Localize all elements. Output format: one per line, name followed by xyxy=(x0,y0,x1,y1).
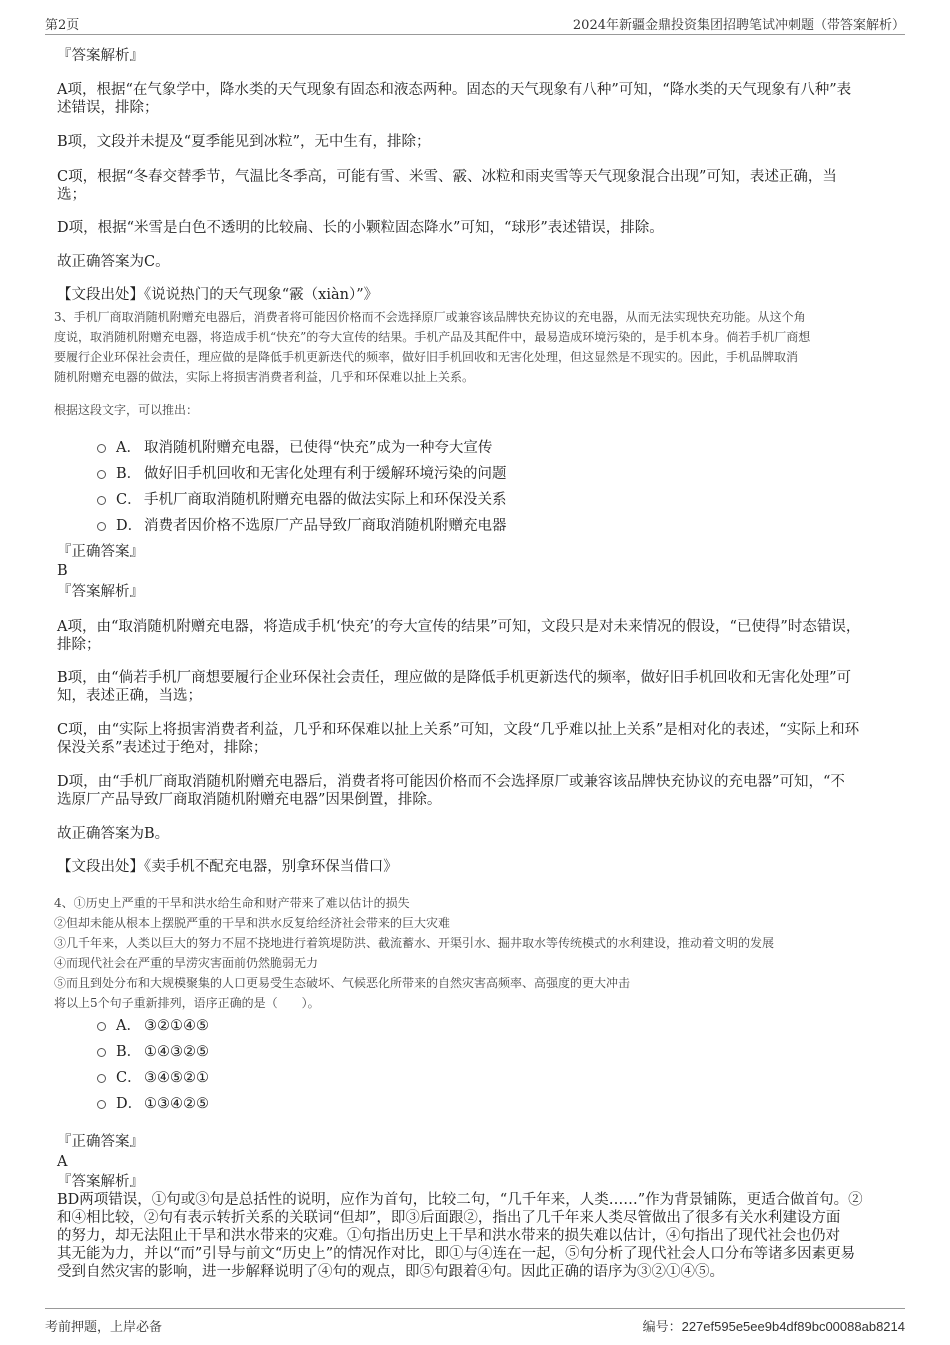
q3-analysis-a-line2: 排除； xyxy=(57,637,101,653)
q3-analysis-label: 『答案解析』 xyxy=(57,584,144,600)
q2-analysis-a-line1: A项，根据“在气象学中，降水类的天气现象有固态和液态两种。固态的天气现象有八种”可知，“降水类的天气现象有八种”表 xyxy=(57,82,852,98)
page-header xyxy=(45,14,905,35)
radio-icon[interactable] xyxy=(97,1048,106,1057)
q3-passage-line4: 随机附赠充电器的做法，实际上将损害消费者利益，几乎和环保难以扯上关系。 xyxy=(54,370,475,384)
q4-sentence-3: ③几千年来，人类以巨大的努力不屈不挠地进行着筑堤防洪、截流蓄水、开渠引水、掘井取水等传统模式的水利建设，推动着文明的发展 xyxy=(54,936,775,950)
q3-passage-line3: 要履行企业环保社会责任，理应做的是降低手机更新迭代的频率，做好旧手机回收和无害化处理，但这显然是不现实的。因此，手机品牌取消 xyxy=(54,350,799,364)
q3-analysis-d-line2: 选原厂产品导致厂商取消随机附赠充电器”因果倒置，排除。 xyxy=(57,792,442,808)
q4-analysis-label: 『答案解析』 xyxy=(57,1174,144,1190)
q3-prompt: 根据这段文字，可以推出： xyxy=(54,403,199,417)
q4-sentence-2: ②但却未能从根本上摆脱严重的干旱和洪水反复给经济社会带来的巨大灾难 xyxy=(54,916,451,930)
code-label: 编号： xyxy=(642,1320,682,1335)
q4-analysis-line3: 的努力，却无法阻止干旱和洪水带来的灾难。①句指出历史上干旱和洪水带来的损失难以估计，④句指出了现代社会也仍对 xyxy=(57,1228,840,1244)
radio-icon[interactable] xyxy=(97,1100,106,1109)
radio-icon[interactable] xyxy=(97,496,106,505)
q3-passage-line1: 3、手机厂商取消随机附赠充电器后，消费者将可能因价格而不会选择原厂或兼容该品牌快充协议的充电器，从而无法实现快充功能。从这个角 xyxy=(54,310,806,324)
q3-source: 【文段出处】《卖手机不配充电器，别拿环保当借口》 xyxy=(57,859,398,875)
code-value: 227ef595e5ee9b4df89bc00088ab8214 xyxy=(681,1319,905,1334)
q4-analysis-line1: BD两项错误，①句或③句是总括性的说明，应作为首句，比较二句，“几千年来，人类……”作为背景铺陈，更适合做首句。② xyxy=(57,1192,863,1208)
radio-icon[interactable] xyxy=(97,470,106,479)
q4-analysis-line4: 其无能为力，并以“而”引导与前文“历史上”的情况作对比，即①与④连在一起，⑤句分析了现代社会人口分布等诸多因素更易 xyxy=(57,1246,856,1262)
q3-analysis-c-line2: 保没关系”表述过于绝对，排除； xyxy=(57,740,268,756)
q3-conclusion: 故正确答案为B。 xyxy=(57,826,170,842)
q3-analysis-b-line1: B项，由“倘若手机厂商想要履行企业环保社会责任，理应做的是降低手机更新迭代的频率，做好旧手机回收和无害化处理”可 xyxy=(57,670,851,686)
q2-analysis-d: D项，根据“米雪是白色不透明的比较扁、长的小颗粒固态降水”可知，“球形”表述错误，排除。 xyxy=(57,220,664,236)
q4-analysis-line2: 和④相比较，②句有表示转折关系的关联词“但却”，即③后面跟②，指出了几千年来人类尽管做出了很多有关水利建设方面 xyxy=(57,1210,841,1226)
document-code xyxy=(643,1316,905,1335)
q3-answer-label: 『正确答案』 xyxy=(57,544,144,560)
q4-answer-label: 『正确答案』 xyxy=(57,1134,144,1150)
page-footer xyxy=(45,1308,905,1333)
q4-option-b[interactable]: B． ①④③②⑤ xyxy=(97,1043,209,1061)
radio-icon[interactable] xyxy=(97,1074,106,1083)
q3-option-d[interactable]: D． 消费者因价格不选原厂产品导致厂商取消随机附赠充电器 xyxy=(97,517,507,535)
q3-passage-line2: 度说，取消随机附赠充电器，将造成手机“快充”的夸大宣传的结果。手机产品及其配件中，最易造成环境污染的，是手机本身。倘若手机厂商想 xyxy=(54,330,811,344)
q2-analysis-b: B项，文段并未提及“夏季能见到冰粒”，无中生有，排除； xyxy=(57,134,431,150)
q2-analysis-c-line1: C项，根据“冬春交替季节，气温比冬季高，可能有雪、米雪、霰、冰粒和雨夹雪等天气现象混合出现”可知，表述正确，当 xyxy=(57,169,837,185)
q4-sentence-4: ④而现代社会在严重的旱涝灾害面前仍然脆弱无力 xyxy=(54,956,319,970)
q4-option-c[interactable]: C． ③④⑤②① xyxy=(97,1069,209,1087)
q2-source: 【文段出处】《说说热门的天气现象“霰（xiàn）”》 xyxy=(57,287,379,303)
q4-analysis-line5: 受到自然灾害的影响，进一步解释说明了④句的观点，即⑤句跟着④句。因此正确的语序为③②①④⑤。 xyxy=(57,1264,724,1280)
q4-sentence-5: ⑤而且到处分布和大规模聚集的人口更易受生态破坏、气候恶化所带来的自然灾害高频率、高强度的更大冲击 xyxy=(54,976,631,990)
page-number: 第2页 xyxy=(45,18,80,33)
q3-answer: B xyxy=(57,563,68,579)
radio-icon[interactable] xyxy=(97,522,106,531)
q3-analysis-d-line1: D项，由“手机厂商取消随机附赠充电器后，消费者将可能因价格而不会选择原厂或兼容该品牌快充协议的充电器”可知，“不 xyxy=(57,774,845,790)
q4-sentence-1: 4、①历史上严重的干旱和洪水给生命和财产带来了难以估计的损失 xyxy=(54,896,410,910)
q2-analysis-a-line2: 述错误，排除； xyxy=(57,100,159,116)
radio-icon[interactable] xyxy=(97,444,106,453)
q4-instruction: 将以上5个句子重新排列，语序正确的是（ ）。 xyxy=(54,996,320,1010)
q3-option-b[interactable]: B． 做好旧手机回收和无害化处理有利于缓解环境污染的问题 xyxy=(97,465,507,483)
q3-analysis-a-line1: A项，由“取消随机附赠充电器，将造成手机‘快充’的夸大宣传的结果”可知，文段只是对未来情况的假设，“已使得”时态错误， xyxy=(57,619,861,635)
q3-analysis-c-line1: C项，由“实际上将损害消费者利益，几乎和环保难以扯上关系”可知，文段“几乎难以扯上关系”是相对化的表述，“实际上和环 xyxy=(57,722,860,738)
footer-slogan: 考前押题，上岸必备 xyxy=(45,1320,163,1335)
q4-answer: A xyxy=(57,1154,68,1170)
q3-option-c[interactable]: C． 手机厂商取消随机附赠充电器的做法实际上和环保没关系 xyxy=(97,491,507,509)
q3-analysis-b-line2: 知，表述正确，当选； xyxy=(57,688,202,704)
q2-analysis-c-line2: 选； xyxy=(57,187,86,203)
q3-option-a[interactable]: A． 取消随机附赠充电器，已使得“快充”成为一种夸大宣传 xyxy=(97,439,492,457)
q4-option-a[interactable]: A． ③②①④⑤ xyxy=(97,1017,209,1035)
radio-icon[interactable] xyxy=(97,1022,106,1031)
q2-conclusion: 故正确答案为C。 xyxy=(57,254,170,270)
document-title: 2024年新疆金鼎投资集团招聘笔试冲刺题（带答案解析） xyxy=(572,18,905,33)
q2-analysis-label: 『答案解析』 xyxy=(57,48,144,64)
q4-option-d[interactable]: D． ①③④②⑤ xyxy=(97,1095,209,1113)
